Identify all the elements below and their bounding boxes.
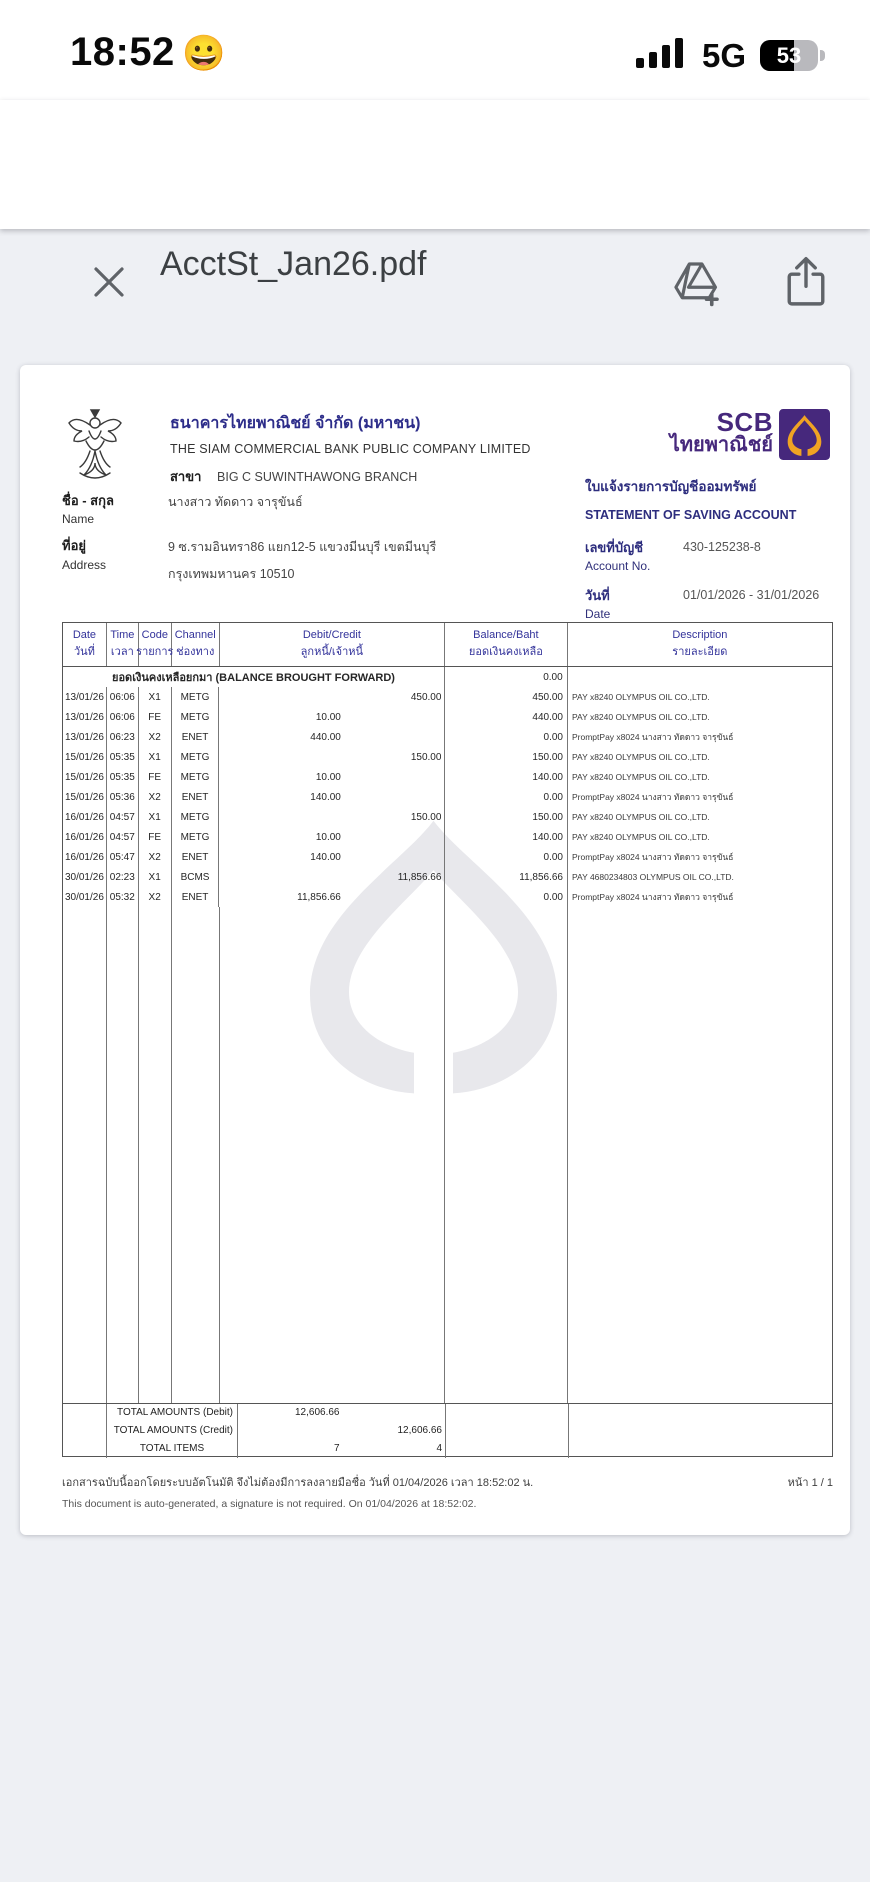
header-date-en: Date (72, 629, 97, 641)
cell-channel: METG (172, 687, 220, 707)
drive-add-icon (669, 297, 723, 312)
cell-description: PAY x8240 OLYMPUS OIL CO.,LTD. (572, 692, 710, 702)
cell-balance: 140.00 (445, 827, 568, 847)
cell-channel: ENET (172, 887, 220, 907)
cell-code: X1 (139, 687, 172, 707)
account-no-label-thai: เลขที่บัญชี (585, 540, 644, 555)
cell-time: 05:47 (107, 847, 139, 867)
customer-name: นางสาว ทัดดาว จารุขันธ์ (168, 495, 303, 509)
name-label-thai: ชื่อ - สกุล (62, 493, 114, 508)
col-header-description (568, 623, 832, 666)
header-description-th: รายละเอียด (672, 646, 728, 658)
cell-code: X1 (139, 747, 172, 767)
cell-balance: 0.00 (445, 787, 568, 807)
totals-credit-row (63, 1422, 832, 1440)
table-row (63, 747, 832, 767)
bbf-label: ยอดเงินคงเหลือยกมา (BALANCE BROUGHT FORWARD) (63, 667, 445, 687)
cell-channel: METG (172, 767, 220, 787)
cell-channel: ENET (172, 787, 220, 807)
header-dc-th: ลูกหนี้/เจ้าหนี้ (300, 646, 364, 658)
header-time-en: Time (110, 629, 135, 641)
cell-date: 15/01/26 (63, 787, 107, 807)
footer-note-english: This document is auto-generated, a signature is not required. On 01/04/2026 at 18:52:02. (62, 1498, 477, 1510)
table-row (63, 767, 832, 787)
cell-code: X2 (139, 787, 172, 807)
table-row (63, 727, 832, 747)
cell-balance: 0.00 (445, 887, 568, 907)
cell-description: PromptPay x8024 นางสาว ทัดดาว จารุขันธ์ (572, 732, 734, 742)
cell-credit: 450.00 (410, 691, 442, 703)
cell-balance: 0.00 (445, 847, 568, 867)
header-balance-th: ยอดเงินคงเหลือ (468, 646, 543, 658)
cell-description: PromptPay x8024 นางสาว ทัดดาว จารุขันธ์ (572, 892, 734, 902)
statement-date-range: 01/01/2026 - 31/01/2026 (683, 588, 820, 602)
col-header-channel (172, 623, 220, 666)
battery-icon (760, 40, 818, 71)
header-description-en: Description (672, 629, 728, 641)
cell-debit: 440.00 (310, 731, 341, 743)
cell-date: 16/01/26 (63, 827, 107, 847)
name-label-english: Name (62, 512, 95, 526)
cell-debit: 140.00 (310, 851, 341, 863)
scb-logo-line2: ไทยพาณิชย์ (669, 434, 773, 456)
cell-code: X2 (139, 847, 172, 867)
cell-balance: 440.00 (445, 707, 568, 727)
garuda-emblem-icon (66, 407, 124, 485)
cell-channel: ENET (172, 847, 220, 867)
share-button[interactable] (778, 255, 834, 311)
bbf-balance: 0.00 (445, 667, 568, 687)
date-label-english: Date (585, 607, 611, 621)
table-row (63, 687, 832, 707)
close-x-icon (88, 291, 130, 306)
header-dc-en: Debit/Credit (302, 629, 361, 641)
bank-name-thai: ธนาคารไทยพาณิชย์ จำกัด (มหาชน) (170, 415, 421, 432)
statement-title-english: STATEMENT OF SAVING ACCOUNT (585, 508, 797, 522)
cell-code: X1 (139, 867, 172, 887)
account-no-label-english: Account No. (585, 559, 651, 573)
cell-channel: METG (172, 827, 220, 847)
total-items-credit: 4 (436, 1443, 442, 1455)
share-icon (781, 297, 831, 312)
cell-date: 16/01/26 (63, 847, 107, 867)
header-channel-th: ช่องทาง (176, 646, 215, 658)
header-code-th: รายการ (136, 646, 174, 658)
cell-channel: METG (172, 747, 220, 767)
address-label-thai: ที่อยู่ (62, 538, 86, 553)
date-label-thai: วันที่ (585, 588, 610, 603)
cell-debit: 140.00 (310, 791, 341, 803)
scb-logo-line1: SCB (716, 407, 773, 437)
table-row (63, 867, 832, 887)
cell-description: PromptPay x8024 นางสาว ทัดดาว จารุขันธ์ (572, 792, 734, 802)
cell-date: 13/01/26 (63, 707, 107, 727)
table-row (63, 827, 832, 847)
cell-date: 15/01/26 (63, 767, 107, 787)
col-header-code (136, 623, 174, 666)
cell-date: 30/01/26 (63, 867, 107, 887)
viewer-toolbar (0, 100, 870, 283)
total-credit-value: 12,606.66 (397, 1425, 442, 1436)
cell-channel: BCMS (172, 867, 220, 887)
cell-credit: 11,856.66 (397, 871, 442, 883)
cell-code: FE (139, 827, 172, 847)
total-debit-value: 12,606.66 (295, 1407, 340, 1419)
statement-title-thai: ใบแจ้งรายการบัญชีออมทรัพย์ (585, 479, 757, 494)
branch-row (170, 466, 417, 487)
header-time-th: เวลา (110, 646, 134, 658)
branch-value: BIG C SUWINTHAWONG BRANCH (217, 470, 418, 484)
add-to-drive-button[interactable] (668, 255, 724, 311)
cell-debit: 10.00 (315, 771, 341, 783)
header-channel-en: Channel (174, 629, 216, 641)
cell-time: 06:06 (107, 707, 139, 727)
cell-description: PAY x8240 OLYMPUS OIL CO.,LTD. (572, 712, 710, 722)
totals-debit-row (63, 1404, 832, 1422)
cell-debit: 11,856.66 (297, 891, 341, 903)
footer-note-thai: เอกสารฉบับนี้ออกโดยระบบอัตโนมัติ จึงไม่ต้องมีการลงลายมือชื่อ วันที่ 01/04/2026 เวลา 18:52:02 น. (62, 1477, 534, 1489)
cell-time: 06:06 (107, 687, 139, 707)
bank-name-english: THE SIAM COMMERCIAL BANK PUBLIC COMPANY LIMITED (170, 442, 531, 456)
col-header-time (107, 623, 139, 666)
clock: 18:52 (70, 30, 175, 74)
account-no-value: 430-125238-8 (683, 540, 761, 554)
total-items-label: TOTAL ITEMS (107, 1439, 238, 1458)
table-totals-section (63, 1403, 832, 1458)
scb-leaf-logo-icon (779, 409, 830, 460)
table-row (63, 787, 832, 807)
col-header-balance (445, 623, 568, 666)
table-empty-area (63, 907, 832, 1403)
cell-description: PAY x8240 OLYMPUS OIL CO.,LTD. (572, 772, 710, 782)
col-header-date (63, 623, 107, 666)
cell-time: 04:57 (107, 827, 139, 847)
header-balance-en: Balance/Baht (473, 629, 539, 641)
cell-date: 13/01/26 (63, 727, 107, 747)
total-debit-label: TOTAL AMOUNTS (Debit) (107, 1404, 238, 1422)
cell-debit: 10.00 (315, 831, 341, 843)
cell-balance: 150.00 (445, 807, 568, 827)
cell-credit: 150.00 (410, 811, 442, 823)
table-row (63, 707, 832, 727)
cell-date: 13/01/26 (63, 687, 107, 707)
cell-balance: 11,856.66 (445, 867, 568, 887)
status-bar (0, 0, 870, 100)
cell-date: 16/01/26 (63, 807, 107, 827)
cell-time: 04:57 (107, 807, 139, 827)
cell-description: PAY x8240 OLYMPUS OIL CO.,LTD. (572, 752, 710, 762)
cell-time: 05:32 (107, 887, 139, 907)
cell-date: 15/01/26 (63, 747, 107, 767)
header-code-en: Code (141, 629, 168, 641)
page-number-label: หน้า 1 / 1 (787, 1477, 833, 1489)
table-row (63, 887, 832, 907)
table-row (63, 847, 832, 867)
transactions-table (62, 622, 833, 1457)
cell-channel: ENET (172, 727, 220, 747)
balance-brought-forward-row (63, 667, 832, 687)
cell-description: PromptPay x8024 นางสาว ทัดดาว จารุขันธ์ (572, 852, 734, 862)
customer-address-line1: 9 ซ.รามอินทรา86 แยก12-5 แขวงมีนบุรี เขตมีนบุรี (168, 540, 437, 554)
cell-channel: METG (172, 807, 220, 827)
pdf-page (20, 365, 850, 1535)
bbf-description (568, 667, 832, 687)
cellular-signal-icon (636, 36, 688, 75)
cell-code: X2 (139, 727, 172, 747)
cell-time: 02:23 (107, 867, 139, 887)
table-row (63, 807, 832, 827)
pdf-canvas-area[interactable] (0, 229, 870, 1882)
address-label-english: Address (62, 558, 107, 572)
cell-channel: METG (172, 707, 220, 727)
cell-time: 05:35 (107, 747, 139, 767)
cell-debit: 10.00 (315, 711, 341, 723)
cell-code: FE (139, 767, 172, 787)
branch-label: สาขา (170, 469, 202, 484)
total-credit-label: TOTAL AMOUNTS (Credit) (107, 1422, 238, 1440)
close-button[interactable] (86, 260, 132, 306)
total-items-debit: 7 (333, 1443, 340, 1455)
cell-balance: 140.00 (445, 767, 568, 787)
cell-code: X1 (139, 807, 172, 827)
cell-time: 05:36 (107, 787, 139, 807)
scb-logo-text (670, 409, 773, 455)
battery-percent-label: 53 (776, 43, 802, 68)
cell-description: PAY x8240 OLYMPUS OIL CO.,LTD. (572, 812, 710, 822)
network-type-label: 5G (701, 36, 746, 74)
table-header-row (63, 623, 832, 667)
cell-time: 06:23 (107, 727, 139, 747)
cell-code: FE (139, 707, 172, 727)
cell-code: X2 (139, 887, 172, 907)
cell-description: PAY 4680234803 OLYMPUS OIL CO.,LTD. (572, 872, 734, 882)
cell-credit: 150.00 (410, 751, 442, 763)
cell-description: PAY x8240 OLYMPUS OIL CO.,LTD. (572, 832, 710, 842)
grinning-face-emoji-icon: 😀 (182, 34, 226, 73)
cell-balance: 0.00 (445, 727, 568, 747)
cell-date: 30/01/26 (63, 887, 107, 907)
customer-address-line2: กรุงเทพมหานคร 10510 (168, 567, 295, 581)
cell-time: 05:35 (107, 767, 139, 787)
cell-balance: 450.00 (445, 687, 568, 707)
document-title: AcctSt_Jan26.pdf (160, 245, 427, 283)
header-date-th: วันที่ (73, 646, 95, 658)
col-header-debit-credit (220, 623, 445, 666)
totals-items-row (63, 1439, 832, 1458)
cell-balance: 150.00 (445, 747, 568, 767)
